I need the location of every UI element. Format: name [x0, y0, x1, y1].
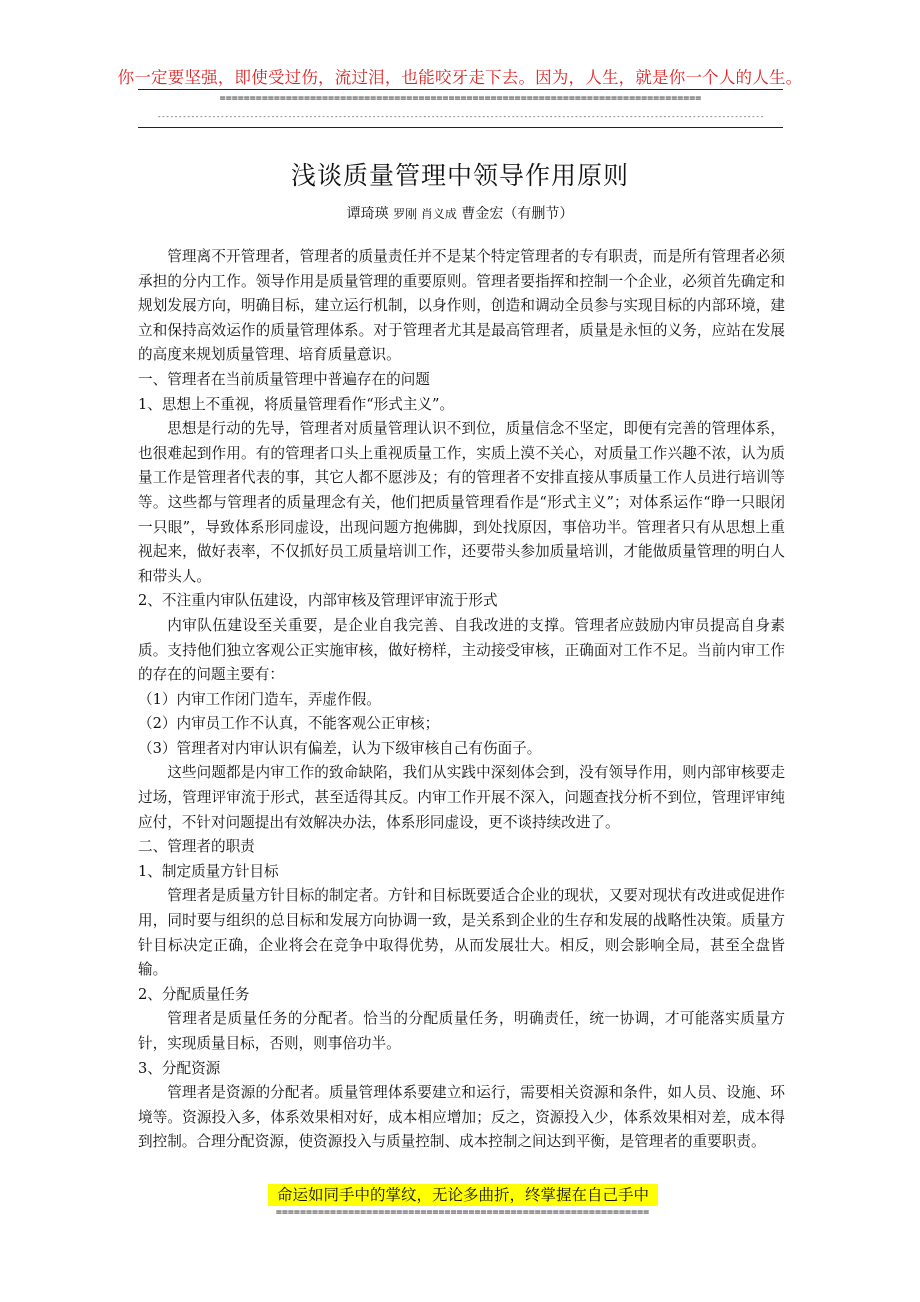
header-motto: 你一定要坚强，即使受过伤，流过泪，也能咬牙走下去。因为，人生，就是你一个人的人生。: [117, 68, 803, 87]
header-bottom-rule: [138, 127, 783, 128]
article-body: [138, 245, 785, 1155]
document-title: 浅谈质量管理中领导作用原则: [290, 161, 629, 190]
section-heading: 1、制定质量方针目标: [138, 862, 279, 880]
author-secondary: 罗刚 肖义成: [393, 207, 457, 221]
header-dash-divider: ------------------------------------------------------------------------------------------------------------------------------------------------: [157, 113, 764, 121]
body-paragraph: 管理者是质量方针目标的制定者。方针和目标既要适合企业的现状，又要对现状有改进或促进作用，同时要与组织的总目标和发展方向协调一致，是关系到企业的生存和发展的战略性决策。质量方针目标决定正确，企业将会在竞争中取得优势，从而发展壮大。相反，则会影响全局，甚至全盘皆输。: [138, 887, 785, 979]
body-paragraph: 内审队伍建设至关重要，是企业自我完善、自我改进的支撑。管理者应鼓励内审员提高自身素质。支持他们独立客观公正实施审核，做好榜样，主动接受审核，正确面对工作不足。当前内审工作的存在的问题主要有：: [138, 616, 785, 684]
body-paragraph: 这些问题都是内审工作的致命缺陷，我们从实践中深刻体会到，没有领导作用，则内部审核要走过场，管理评审流于形式，甚至适得其反。内审工作开展不深入，问题查找分析不到位，管理评审纯应付，不针对问题提出有效解决办法，体系形同虚设，更不谈持续改进了。: [138, 764, 785, 831]
author-tail: 曹金宏（有删节）: [461, 206, 574, 222]
header-equals-divider: ================================================================================: [219, 93, 702, 104]
section-heading: 二、管理者的职责: [138, 838, 255, 856]
section-heading: （3）管理者对内审认识有偏差，认为下级审核自己有伤面子。: [138, 739, 542, 757]
author-primary: 谭琦瑛: [346, 206, 389, 222]
section-heading: 一、管理者在当前质量管理中普遍存在的问题: [138, 370, 430, 388]
document-authors: [0, 203, 920, 223]
body-paragraph: 思想是行动的先导，管理者对质量管理认识不到位，质量信念不坚定，即便有完善的管理体系，也很难起到作用。有的管理者口头上重视质量工作，实质上漠不关心，对质量工作兴趣不浓，认为质量工作是管理者代表的事，其它人都不愿涉及；有的管理者不安排直接从事质量工作人员进行培训等等。这些都与管理者的质量理念有关，他们把质量管理看作是“形式主义”；对体系运作“睁一只眼闭一只眼”，导致体系形同虚设，出现问题方抱佛脚，到处找原因，事倍功半。管理者只有从思想上重视起来，做好表率，不仅抓好员工质量培训工作，还要带头参加质量培训，才能做质量管理的明白人和带头人。: [138, 420, 785, 585]
body-paragraph: 管理离不开管理者，管理者的质量责任并不是某个特定管理者的专有职责，而是所有管理者必须承担的分内工作。领导作用是质量管理的重要原则。管理者要指挥和控制一个企业，必须首先确定和规划发展方向，明确目标，建立运行机制，以身作则，创造和调动全员参与实现目标的内部环境，建立和保持高效运作的质量管理体系。对于管理者尤其是最高管理者，质量是永恒的义务，应站在发展的高度来规划质量管理、培育质量意识。: [138, 248, 785, 364]
section-heading: 1、思想上不重视，将质量管理看作“形式主义”。: [138, 395, 455, 413]
section-heading: （2）内审员工作不认真，不能客观公正审核；: [138, 715, 440, 733]
header-top-rule: [138, 89, 783, 90]
section-heading: 2、分配质量任务: [138, 985, 250, 1003]
body-paragraph: 管理者是资源的分配者。质量管理体系要建立和运行，需要相关资源和条件，如人员、设施、环境等。资源投入多，体系效果相对好，成本相应增加；反之，资源投入少，体系效果相对差，成本得到控制。合理分配资源，使资源投入与质量控制、成本控制之间达到平衡，是管理者的重要职责。: [138, 1084, 785, 1151]
footer-equals-divider: ==============================================================: [275, 1207, 650, 1218]
footer-motto: 命运如同手中的掌纹，无论多曲折，终掌握在自己手中: [268, 1184, 658, 1206]
section-heading: （1）内审工作闭门造车，弄虚作假。: [138, 690, 381, 708]
section-heading: 3、分配资源: [138, 1059, 221, 1077]
body-paragraph: 管理者是质量任务的分配者。恰当的分配质量任务，明确责任，统一协调，才可能落实质量方针，实现质量目标，否则，则事倍功半。: [138, 1010, 785, 1052]
section-heading: 2、不注重内审队伍建设，内部审核及管理评审流于形式: [138, 592, 498, 610]
